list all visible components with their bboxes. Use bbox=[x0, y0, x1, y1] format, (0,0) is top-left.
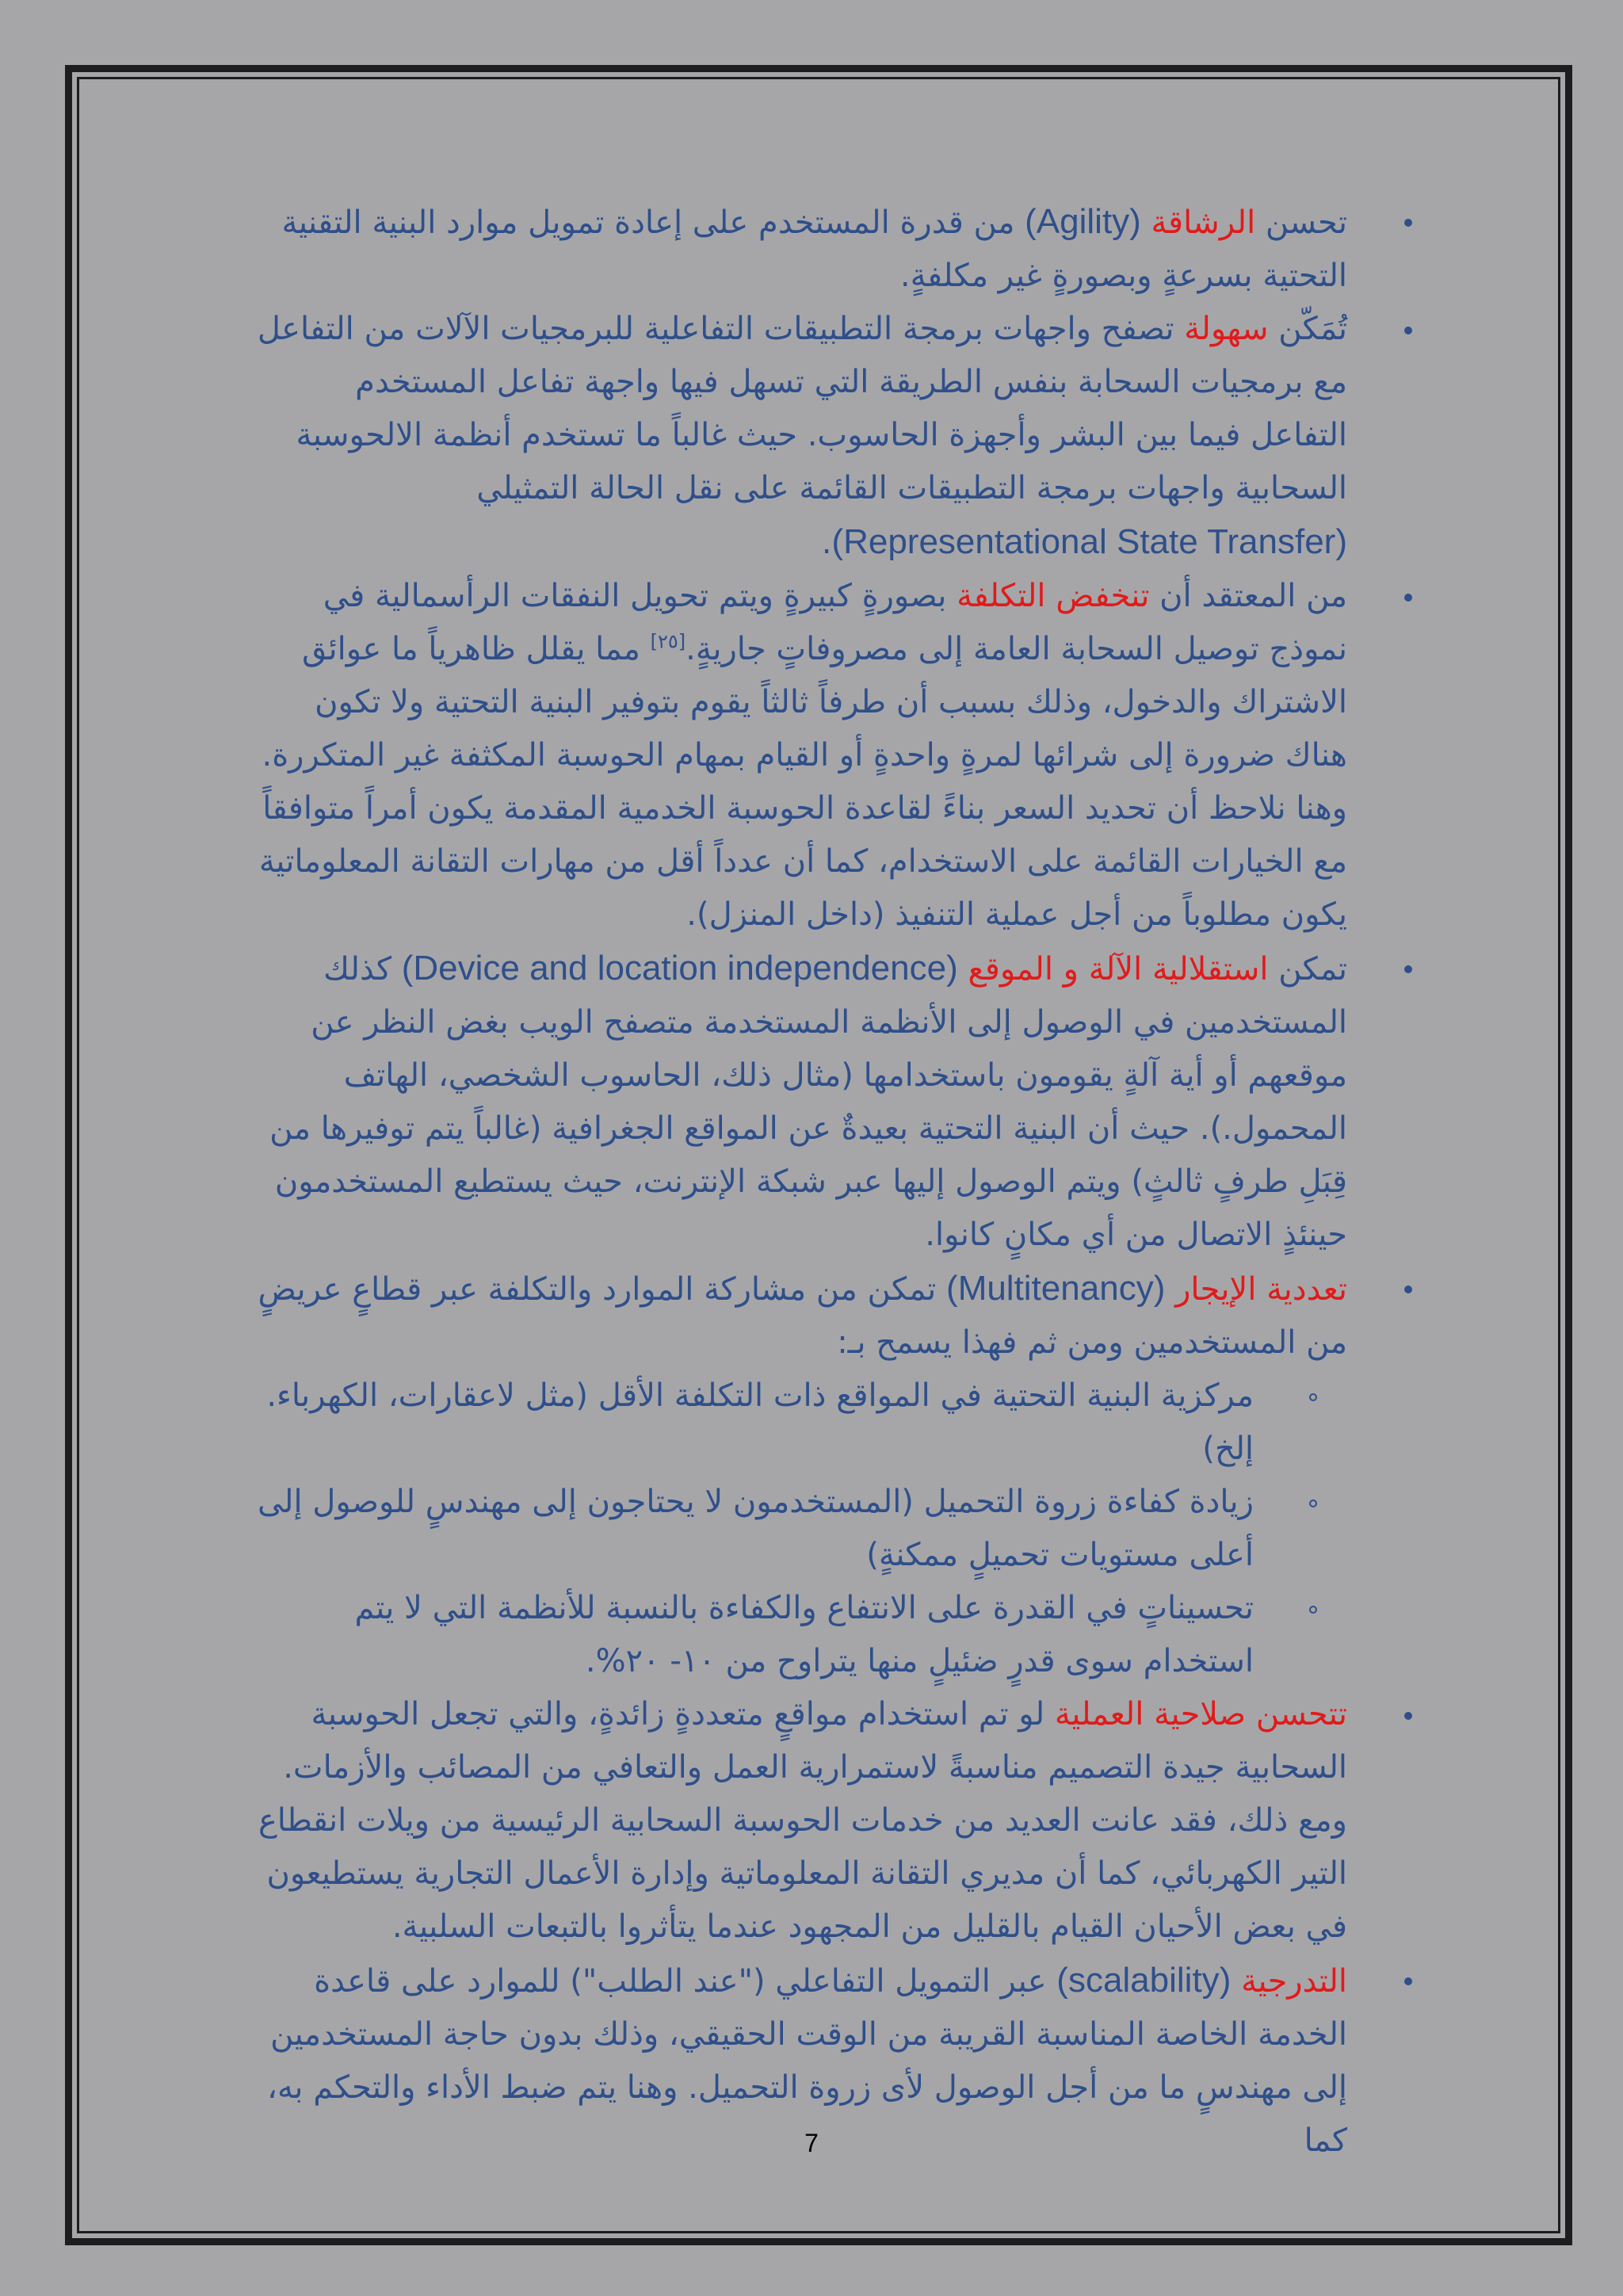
highlight-term: تتحسن صلاحية العملية bbox=[1054, 1696, 1347, 1733]
circle-bullet-icon bbox=[1309, 1499, 1317, 1507]
bullet-icon bbox=[1404, 327, 1412, 334]
circle-bullet-icon bbox=[1309, 1606, 1317, 1614]
highlight-term: التدرجية bbox=[1241, 1963, 1347, 2000]
highlight-term: سهولة bbox=[1184, 311, 1269, 347]
bullet-icon bbox=[1404, 1712, 1412, 1720]
document-body bbox=[252, 195, 1377, 2168]
highlight-term: الرشاقة bbox=[1151, 204, 1256, 241]
list-item-independence: تمكن استقلالية الآلة و الموقع (Device and location independence) كذلك المستخدمين في الوصول إلى الأنظمة المستخدمة متصفح الويب بغض النظر عن موقعهم أو أية آلةٍ يقومون باستخدامها (مثال ذلك، الحاسوب الشخصي، الهاتف المحمول.). حيث أن البنية التحتية بعيدةٌ عن المواقع الجغرافية (غالباً يتم توفيرها من قِبَلِ طرفٍ ثالثٍ) ويتم الوصول إليها عبر شبكة الإنترنت، حيث يستطيع المستخدمون حينئذٍ الاتصال من أي مكانٍ كانوا. bbox=[252, 942, 1377, 1262]
bullet-icon bbox=[1404, 594, 1412, 602]
circle-bullet-icon bbox=[1309, 1393, 1317, 1401]
sub-list-item: تحسيناتٍ في القدرة على الانتفاع والكفاءة بالنسبة للأنظمة التي لا يتم استخدام سوى قدرٍ ضئيلٍ منها يتراوح من ١٠- ٢٠%. bbox=[252, 1582, 1347, 1688]
feature-list bbox=[252, 195, 1377, 2168]
page-number: 7 bbox=[804, 2129, 819, 2157]
bullet-icon bbox=[1404, 219, 1412, 227]
list-item-multitenancy: تعددية الإيجار (Multitenancy) تمكن من مشاركة الموارد والتكلفة عبر قطاعٍ عريضٍ من المستخدمين ومن ثم فهذا يسمح بـ: مركزية البنية التحتية في المواقع ذات التكلفة الأقل (مثل لاعقارات، الكهرباء. إلخ) زيادة كفاءة زروة التحميل (المستخدمون لا يحتاجون إلى مهندسٍ للوصول إلى أعلى مستويات تحميلٍ ممكنةٍ) تحسيناتٍ في القدرة على الانتفاع والكفاءة بالنسبة للأنظمة التي لا يتم استخدام سوى قدرٍ ضئيلٍ منها يتراوح من ١٠- ٢٠%. bbox=[252, 1262, 1377, 1688]
citation-link[interactable]: [٢٥] bbox=[650, 630, 686, 653]
list-item-cost: من المعتقد أن تنخفض التكلفة بصورةٍ كبيرةٍ ويتم تحويل النفقات الرأسمالية في نموذج توصيل السحابة العامة إلى مصروفاتٍ جاريةٍ.[٢٥] مما يقلل ظاهرياً ما عوائق الاشتراك والدخول، وذلك بسبب أن طرفاً ثالثاً يقوم بتوفير البنية التحتية ولا تكون هناك ضرورة إلى شرائها لمرةٍ واحدةٍ أو القيام بمهام الحوسبة المكثفة غير المتكررة. وهنا نلاحظ أن تحديد السعر بناءً لقاعدة الحوسبة الخدمية المقدمة يكون أمراً متوافقاً مع الخيارات القائمة على الاستخدام، كما أن عدداً أقل من مهارات التقانة المعلوماتية يكون مطلوباً من أجل عملية التنفيذ (داخل المنزل). bbox=[252, 570, 1377, 942]
list-item-reliability: تتحسن صلاحية العملية لو تم استخدام مواقعٍ متعددةٍ زائدةٍ، والتي تجعل الحوسبة السحابية جيدة التصميم مناسبةً لاستمرارية العمل والتعافي من المصائب والأزمات. ومع ذلك، فقد عانت العديد من خدمات الحوسبة السحابية الرئيسية من ويلات انقطاع التير الكهربائي، كما أن مديري التقانة المعلوماتية وإدارة الأعمال التجارية يستطيعون في بعض الأحيان القيام بالقليل من المجهود عندما يتأثروا بالتبعات السلبية. bbox=[252, 1688, 1377, 1954]
bullet-icon bbox=[1404, 1286, 1412, 1293]
english-term: (Agility) bbox=[1025, 202, 1141, 241]
english-term: (scalability) bbox=[1056, 1961, 1232, 2000]
english-term: (Representational State Transfer) bbox=[831, 522, 1347, 561]
sub-list-item: مركزية البنية التحتية في المواقع ذات التكلفة الأقل (مثل لاعقارات، الكهرباء. إلخ) bbox=[252, 1370, 1347, 1476]
sub-list-item: زيادة كفاءة زروة التحميل (المستخدمون لا يحتاجون إلى مهندسٍ للوصول إلى أعلى مستويات تحميلٍ ممكنةٍ) bbox=[252, 1476, 1347, 1582]
bullet-icon bbox=[1404, 1977, 1412, 1985]
english-term: (Device and location independence) bbox=[401, 949, 958, 988]
highlight-term: تعددية الإيجار bbox=[1175, 1271, 1347, 1308]
bullet-icon bbox=[1404, 965, 1412, 973]
sub-list bbox=[252, 1370, 1347, 1688]
list-item-ease: تُمَكّن سهولة تصفح واجهات برمجة التطبيقات التفاعلية للبرمجيات الآلات من التفاعل مع برمجيات السحابة بنفس الطريقة التي تسهل فيها واجهة تفاعل المستخدم التفاعل فيما بين البشر وأجهزة الحاسوب. حيث غالباً ما تستخدم أنظمة الالحوسبة السحابية واجهات برمجة التطبيقات القائمة على نقل الحالة التمثيلي (Representational State Transfer). bbox=[252, 303, 1377, 570]
list-item-agility: تحسن الرشاقة (Agility) من قدرة المستخدم على إعادة تمويل موارد البنية التقنية التحتية بسرعةٍ وبصورةٍ غير مكلفةٍ. bbox=[252, 195, 1377, 303]
english-term: (Multitenancy) bbox=[946, 1269, 1166, 1308]
highlight-term: تنخفض التكلفة bbox=[957, 578, 1150, 614]
highlight-term: استقلالية الآلة و الموقع bbox=[968, 951, 1269, 988]
list-item-scalability: التدرجية (scalability) عبر التمويل التفاعلي ("عند الطلب") للموارد على قاعدة الخدمة الخاصة المناسبة القريبة من الوقت الحقيقي، وذلك بدون حاجة المستخدمين إلى مهندسٍ ما من أجل الوصول لأى زروة التحميل. وهنا يتم ضبط الأداء والتحكم به، كما bbox=[252, 1954, 1377, 2168]
